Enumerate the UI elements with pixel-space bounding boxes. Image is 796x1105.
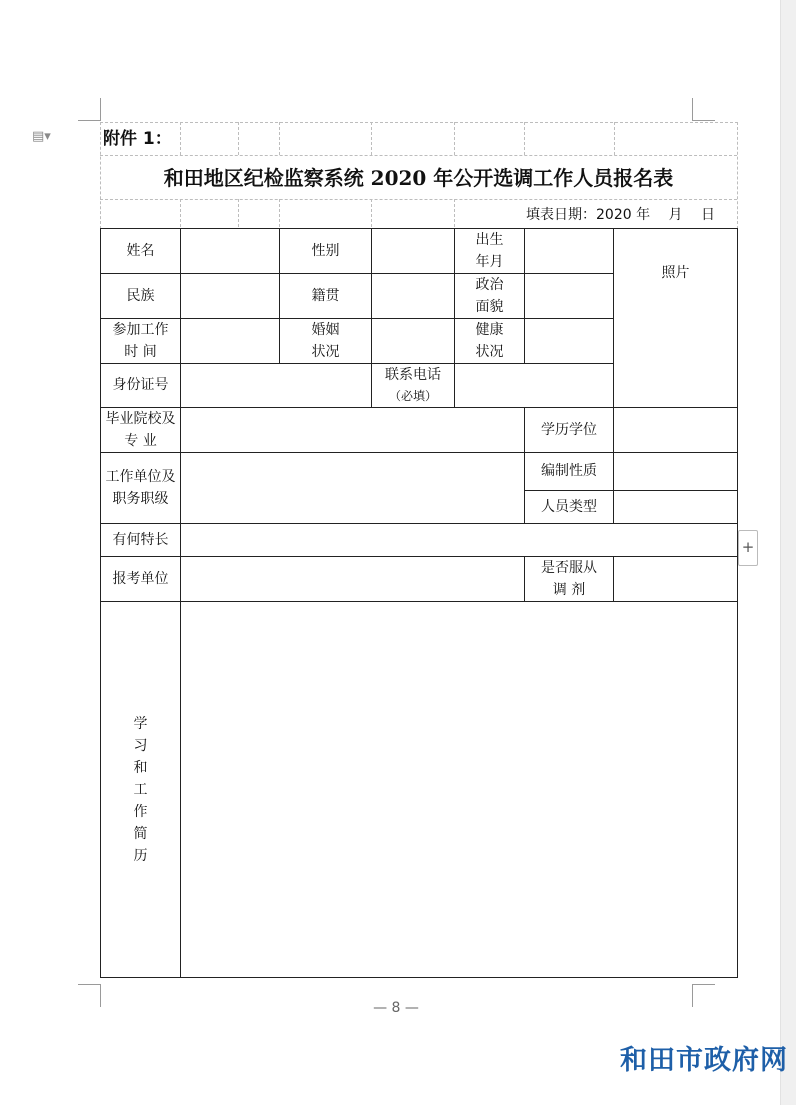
header-guide-col (454, 199, 455, 227)
name-label: 姓名 (101, 229, 181, 274)
header-guide-col (371, 122, 372, 155)
crop-mark-bottom-right (692, 984, 715, 1007)
crop-mark-bottom-left (78, 984, 101, 1007)
birth-label-text: 出生年月 (475, 232, 504, 270)
school-label (101, 408, 181, 453)
specialty-label: 有何特长 (101, 524, 181, 557)
phone-label-main: 联系电话 (385, 366, 441, 383)
adjust-field[interactable] (614, 557, 738, 602)
header-guide-col (524, 122, 525, 155)
photo-cell[interactable] (614, 229, 738, 408)
native-place-field[interactable] (372, 274, 455, 319)
work-start-label (101, 319, 181, 364)
work-start-field[interactable] (181, 319, 280, 364)
ethnicity-label: 民族 (101, 274, 181, 319)
watermark-logo: 和田市政府网 (620, 1045, 788, 1076)
birth-label (455, 229, 525, 274)
gender-field[interactable] (372, 229, 455, 274)
health-label-text: 健康状况 (475, 322, 504, 360)
header-guide-col (279, 199, 280, 227)
workplace-label-text: 工作单位及职务职级 (105, 469, 176, 507)
workplace-field[interactable] (181, 453, 525, 524)
school-field[interactable] (181, 408, 525, 453)
specialty-field[interactable] (181, 524, 738, 557)
crop-mark-top-left (78, 98, 101, 121)
header-guide-col (279, 122, 280, 155)
phone-label (372, 364, 455, 408)
marital-label (280, 319, 372, 364)
staffing-field[interactable] (614, 453, 738, 491)
photo-label: 照片 (661, 264, 690, 281)
political-status-label-text: 政治面貌 (475, 277, 504, 315)
degree-field[interactable] (614, 408, 738, 453)
degree-label: 学历学位 (525, 408, 614, 453)
marital-label-text: 婚姻状况 (311, 322, 340, 360)
resume-label-text: 学习和工作简历 (133, 715, 148, 864)
phone-field[interactable] (455, 364, 614, 408)
attachment-label: 附件 1： (103, 129, 172, 149)
id-field[interactable] (181, 364, 372, 408)
add-row-button[interactable]: + (738, 530, 758, 566)
school-label-text: 毕业院校及专 业 (105, 411, 176, 449)
ethnicity-field[interactable] (181, 274, 280, 319)
header-guide-col (238, 199, 239, 227)
staffing-label: 编制性质 (525, 453, 614, 491)
native-place-label: 籍贯 (280, 274, 372, 319)
header-guide-row-1 (100, 155, 737, 156)
adjust-label-text: 是否服从调 剂 (541, 560, 597, 598)
header-guide-col (238, 122, 239, 155)
personnel-type-label: 人员类型 (525, 491, 614, 524)
work-start-label-text: 参加工作时 间 (112, 322, 169, 360)
fill-date: 填表日期：2020 年 月 日 (526, 207, 715, 223)
apply-unit-label: 报考单位 (101, 557, 181, 602)
crop-mark-top-right (692, 98, 715, 121)
header-guide-col (180, 199, 181, 227)
resume-label (101, 602, 181, 978)
marital-field[interactable] (372, 319, 455, 364)
header-guide-col (180, 122, 181, 155)
health-field[interactable] (525, 319, 614, 364)
header-guide-col (614, 122, 615, 155)
personnel-type-field[interactable] (614, 491, 738, 524)
form-title: 和田地区纪检监察系统 2020 年公开选调工作人员报名表 (163, 166, 674, 190)
health-label (455, 319, 525, 364)
birth-field[interactable] (525, 229, 614, 274)
workplace-label (101, 453, 181, 524)
document-icon[interactable]: ▤▾ (32, 129, 51, 144)
header-guide-row-2 (100, 199, 737, 200)
registration-form-table (100, 228, 738, 978)
adjust-label (525, 557, 614, 602)
name-field[interactable] (181, 229, 280, 274)
page-number: — 8 — (373, 1000, 419, 1016)
political-status-label (455, 274, 525, 319)
phone-label-note: （必填） (388, 388, 437, 403)
header-guide-col (454, 122, 455, 155)
political-status-field[interactable] (525, 274, 614, 319)
id-label: 身份证号 (101, 364, 181, 408)
apply-unit-field[interactable] (181, 557, 525, 602)
header-guide-col (371, 199, 372, 227)
resume-field[interactable] (181, 602, 738, 978)
gender-label: 性别 (280, 229, 372, 274)
vertical-scrollbar[interactable] (780, 0, 796, 1105)
